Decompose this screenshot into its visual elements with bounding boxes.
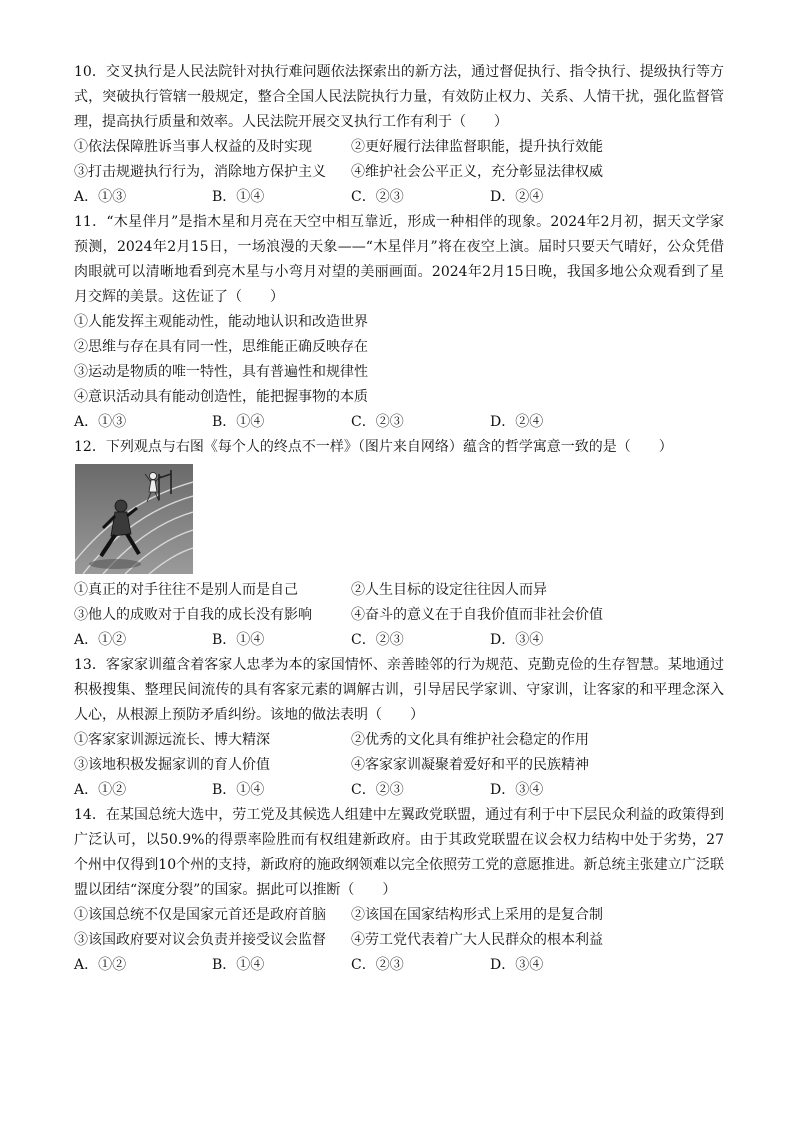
- answer-choices: [74, 778, 724, 803]
- answer-c: C．②③: [351, 957, 404, 973]
- option-2: ②人生目标的设定往往因人而异: [351, 582, 547, 598]
- answer-choices: [74, 410, 724, 435]
- answer-choices: [74, 628, 724, 653]
- option-4: ④奋斗的意义在于自我价值而非社会价值: [351, 607, 603, 623]
- answer-d: D．③④: [490, 632, 544, 648]
- answer-a: A．①②: [74, 782, 127, 798]
- exam-page: [74, 60, 724, 978]
- runners-image: [75, 464, 193, 574]
- question-11: [74, 210, 724, 435]
- option-3: ③该地积极发掘家训的育人价值: [74, 757, 270, 773]
- answer-b: B．①④: [212, 632, 265, 648]
- answer-a: A．①③: [74, 414, 127, 430]
- option-4: ④劳工党代表着广大人民群众的根本利益: [351, 932, 603, 948]
- option-1: ①客家家训源远流长、博大精深: [74, 732, 270, 748]
- answer-b: B．①④: [212, 189, 265, 205]
- answer-c: C．②③: [351, 189, 404, 205]
- option-2: ②优秀的文化具有维护社会稳定的作用: [351, 732, 589, 748]
- question-14: [74, 803, 724, 978]
- question-12: [74, 435, 724, 653]
- answer-d: D．③④: [490, 782, 544, 798]
- option-1: ①人能发挥主观能动性，能动地认识和改造世界: [74, 314, 368, 330]
- answer-a: A．①②: [74, 632, 127, 648]
- option-1: ①真正的对手往往不是别人而是自己: [74, 582, 298, 598]
- answer-a: A．①②: [74, 957, 127, 973]
- answer-d: D．②④: [490, 414, 544, 430]
- answer-a: A．①③: [74, 189, 127, 205]
- question-stem: 12．下列观点与右图《每个人的终点不一样》（图片来自网络）蕴含的哲学寓意一致的是（ ）: [74, 439, 673, 455]
- answer-choices: [74, 185, 724, 210]
- option-3: ③打击规避执行行为，消除地方保护主义: [74, 164, 326, 180]
- option-4: ④维护社会公平正义，充分彰显法律权威: [351, 164, 603, 180]
- question-10: [74, 60, 724, 210]
- option-4: ④客家家训凝聚着爱好和平的民族精神: [351, 757, 589, 773]
- question-13: [74, 653, 724, 803]
- answer-c: C．②③: [351, 414, 404, 430]
- answer-choices: [74, 953, 724, 978]
- answer-c: C．②③: [351, 782, 404, 798]
- answer-d: D．③④: [490, 957, 544, 973]
- option-2: ②思维与存在具有同一性，思维能正确反映存在: [74, 339, 368, 355]
- question-stem: 13．客家家训蕴含着客家人忠孝为本的家国情怀、亲善睦邻的行为规范、克勤克俭的生存智慧。某地通过积极搜集、整理民间流传的具有客家元素的调解古训，引导居民学家训、守家训，让客家的和平理念深入人心，从根源上预防矛盾纠纷。该地的做法表明（ ）: [74, 657, 724, 723]
- answer-c: C．②③: [351, 632, 404, 648]
- running-track-illustration: [75, 464, 193, 574]
- option-1: ①依法保障胜诉当事人权益的及时实现: [74, 139, 312, 155]
- option-2: ②该国在国家结构形式上采用的是复合制: [351, 907, 603, 923]
- option-4: ④意识活动具有能动创造性，能把握事物的本质: [74, 389, 368, 405]
- answer-b: B．①④: [212, 782, 265, 798]
- option-3: ③他人的成败对于自我的成长没有影响: [74, 607, 312, 623]
- answer-b: B．①④: [212, 414, 265, 430]
- option-3: ③该国政府要对议会负责并接受议会监督: [74, 932, 326, 948]
- question-stem: 11．“木星伴月”是指木星和月亮在天空中相互靠近，形成一种相伴的现象。2024年2月初，据天文学家预测，2024年2月15日，一场浪漫的天象——“木星伴月”将在夜空上演。届时只要天气晴好，公众凭借肉眼就可以清晰地看到亮木星与小弯月对望的美丽画面。2024年2月15日晚，我国多地公众观看到了星月交辉的美景。这佐证了（ ）: [74, 214, 724, 305]
- option-1: ①该国总统不仅是国家元首还是政府首脑: [74, 907, 326, 923]
- question-stem: 14．在某国总统大选中，劳工党及其候选人组建中左翼政党联盟，通过有利于中下层民众利益的政策得到广泛认可，以50.9%的得票率险胜而有权组建新政府。由于其政党联盟在议会权力结构中处于劣势，27个州中仅得到10个州的支持，新政府的施政纲领难以完全依照劳工党的意愿推进。新总统主张建立广泛联盟以团结“深度分裂”的国家。据此可以推断（ ）: [74, 807, 724, 898]
- option-2: ②更好履行法律监督职能，提升执行效能: [351, 139, 603, 155]
- option-3: ③运动是物质的唯一特性，具有普遍性和规律性: [74, 364, 368, 380]
- answer-b: B．①④: [212, 957, 265, 973]
- question-stem: 10．交叉执行是人民法院针对执行难问题依法探索出的新方法，通过督促执行、指令执行、提级执行等方式，突破执行管辖一般规定，整合全国人民法院执行力量，有效防止权力、关系、人情干扰，强化监督管理，提高执行质量和效率。人民法院开展交叉执行工作有利于（ ）: [74, 64, 724, 130]
- answer-d: D．②④: [490, 189, 544, 205]
